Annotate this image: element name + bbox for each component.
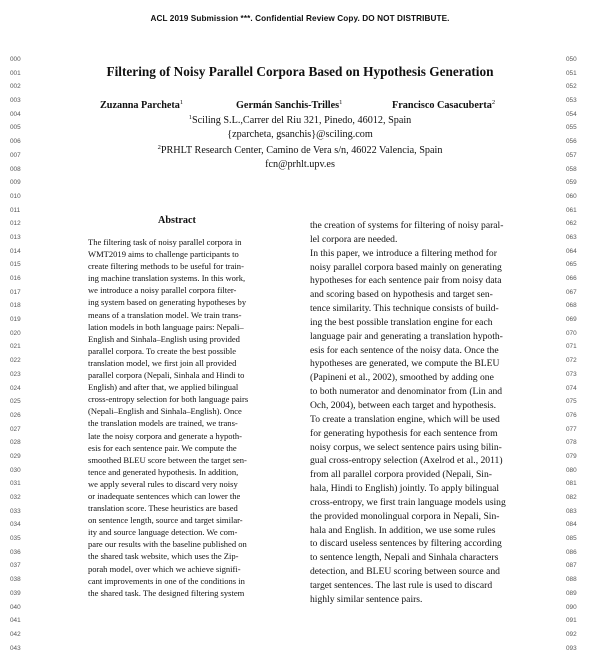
line-number: 060: [566, 192, 577, 200]
line-number: 090: [566, 603, 577, 611]
body-line: to discard useless sentences by filtering according: [310, 538, 502, 550]
line-number: 064: [566, 247, 577, 255]
line-number: 036: [10, 548, 21, 556]
affiliation-1-email: {zparcheta, gsanchis}@sciling.com: [227, 129, 373, 140]
abstract-line: we introduce a noisy parallel corpora filter-: [88, 285, 237, 296]
line-number: 018: [10, 302, 21, 310]
line-number: 008: [10, 165, 21, 173]
line-number: 077: [566, 425, 577, 433]
line-number: 078: [566, 439, 577, 447]
line-number: 061: [566, 206, 577, 214]
body-line: to both numerator and denominator from (Lin and: [310, 386, 503, 398]
author-3: [392, 99, 495, 111]
line-number: 019: [10, 316, 21, 324]
body-line: To create a translation engine, which will be used: [310, 413, 500, 425]
abstract-line: parallel corpora (Nepali, Sinhala and Hindi to: [88, 370, 245, 381]
line-number: 093: [566, 644, 577, 652]
line-number: 006: [10, 138, 21, 146]
line-number: 082: [566, 494, 577, 501]
line-number: 085: [566, 535, 577, 543]
abstract-line: the shared task. The designed filtering system: [88, 587, 245, 598]
line-number: 071: [566, 343, 577, 351]
abstract-line: cross-entropy selection for both language pairs: [88, 394, 249, 405]
body-line: hala, Hindi to English) jointly. To apply bilingual: [310, 483, 500, 495]
line-number: 003: [10, 97, 21, 105]
line-number: 007: [10, 151, 21, 159]
body-line: and scoring based on hypothesis and target sen-: [310, 289, 493, 301]
line-number: 041: [10, 617, 21, 625]
line-number: 040: [10, 603, 21, 611]
line-number: 086: [566, 548, 577, 556]
body-line: hypotheses are generated, we compute the BLEU: [310, 358, 500, 370]
author-name: Zuzanna Parcheta: [100, 100, 180, 111]
line-number: 072: [566, 357, 577, 365]
body-line: cross-entropy, we first train language models using: [310, 496, 506, 508]
left-line-numbers: [10, 53, 40, 655]
line-number: 092: [566, 630, 577, 638]
line-number: 042: [10, 630, 21, 638]
line-number: 031: [10, 480, 21, 488]
body-line: for generating hypothesis for each sentence from: [310, 427, 498, 439]
line-number: 023: [10, 370, 21, 378]
line-number: 053: [566, 97, 577, 105]
affiliation-2: [60, 144, 540, 156]
author-mark: 2: [491, 99, 496, 106]
line-number: 084: [566, 521, 577, 529]
line-number: 063: [566, 233, 577, 241]
abstract-line: we apply several rules to discard very noisy: [88, 478, 238, 489]
line-number: 033: [10, 507, 21, 515]
line-number: 014: [10, 247, 21, 255]
abstract-line: on sentence length, source and target similar-: [88, 515, 243, 526]
abstract-heading: Abstract: [158, 215, 196, 226]
line-number: 073: [566, 370, 577, 378]
abstract-line: WMT2019 aims to challenge participants to: [88, 249, 239, 260]
line-number: 030: [10, 466, 21, 474]
body-line: the provided monolingual corpora in Nepali, Sin-: [310, 510, 500, 522]
line-number: 076: [566, 411, 577, 419]
line-number: 079: [566, 452, 577, 460]
line-number: 001: [10, 69, 21, 77]
affiliation-2-email: fcn@prhlt.upv.es: [265, 159, 335, 170]
abstract-line: ity and source language detection. We com-: [88, 527, 238, 538]
line-number: 080: [566, 466, 577, 474]
abstract-line: English) and after that, we applied bilingual: [88, 382, 239, 393]
affiliation-text: Sciling S.L.,Carrer del Riu 321, Pinedo, 46012, Spain: [191, 115, 412, 126]
line-number: 002: [10, 83, 21, 91]
affiliation-1: [60, 114, 540, 126]
line-number: 000: [10, 56, 21, 63]
abstract-line: create filtering methods to be useful for train-: [88, 261, 244, 272]
body-line: the creation of systems for filtering of noisy paral-: [310, 220, 504, 231]
line-number: 024: [10, 384, 21, 392]
line-number: 016: [10, 275, 21, 282]
line-number: 083: [566, 507, 577, 515]
abstract-line: ing machine translation systems. In this work,: [88, 273, 246, 284]
abstract-line: translation model, we first join all provided: [88, 357, 237, 368]
paper-title: Filtering of Noisy Parallel Corpora Based on Hypothesis Generation: [106, 64, 494, 79]
author-mark: 1: [339, 99, 343, 106]
abstract-line: means of a translation model. We train trans-: [88, 309, 242, 320]
line-number: 034: [10, 521, 21, 529]
abstract-line: translation score. These heuristics are based: [88, 503, 238, 514]
abstract-line: the translation models are trained, we trans-: [88, 418, 238, 429]
body-line: target sentences. The last rule is used to discard: [310, 579, 493, 591]
right-line-numbers: [566, 53, 596, 655]
line-number: 035: [10, 535, 21, 543]
line-number: 074: [566, 384, 577, 392]
body-line: (Papineni et al., 2002), smoothed by adding one: [310, 372, 494, 384]
line-number: 081: [566, 480, 577, 488]
abstract-line: lation models in both language pairs: Nepali–: [88, 321, 244, 332]
abstract-line: The filtering task of noisy parallel corpora in: [88, 237, 242, 247]
body-line: from all parallel corpora provided (Nepali, Sin-: [310, 469, 492, 481]
line-number: 043: [10, 644, 21, 652]
line-number: 039: [10, 589, 21, 597]
line-number: 075: [566, 398, 577, 406]
author-mark: 1: [179, 99, 184, 106]
line-number: 057: [566, 151, 577, 159]
line-number: 010: [10, 192, 21, 200]
abstract-line: porah model, over which we achieve signifi-: [88, 563, 241, 574]
abstract-line: ing system based on generating hypotheses by: [88, 297, 247, 308]
line-number: 012: [10, 220, 21, 228]
body-line: highly similar sentence pairs.: [310, 593, 423, 605]
line-number: 032: [10, 494, 21, 501]
line-number: 025: [10, 398, 21, 406]
line-number: 051: [566, 69, 577, 77]
body-line: ing the best possible translation engine for each: [310, 316, 493, 328]
line-number: 089: [566, 589, 577, 597]
line-number: 068: [566, 302, 577, 310]
line-number: 005: [10, 124, 21, 132]
affiliation-mark: 1: [188, 114, 192, 121]
line-number: 069: [566, 316, 577, 324]
line-number: 029: [10, 452, 21, 460]
body-line: noisy corpus, we select sentence pairs using bilin-: [310, 441, 502, 453]
line-number: 009: [10, 179, 21, 187]
affiliation-mark: 2: [157, 144, 161, 151]
line-number: 022: [10, 357, 21, 365]
line-number: 026: [10, 411, 21, 419]
abstract-line: tence and generated hypothesis. In addition,: [88, 466, 239, 477]
line-number: 062: [566, 220, 577, 228]
body-line: to sentence length, Nepali and Sinhala characters: [310, 552, 499, 564]
abstract-line: the shared task website, which uses the Zip-: [88, 551, 239, 562]
line-number: 020: [10, 329, 21, 337]
author-1: [100, 99, 183, 111]
line-number: 052: [566, 83, 577, 91]
line-number: 004: [10, 110, 21, 118]
line-number: 028: [10, 439, 21, 447]
line-number: 037: [10, 562, 21, 570]
body-line: noisy parallel corpora based mainly on generating: [310, 261, 502, 273]
line-number: 038: [10, 576, 21, 584]
affiliation-text: PRHLT Research Center, Camino de Vera s/n, 46022 Valencia, Spain: [160, 145, 443, 156]
line-number: 056: [566, 138, 577, 146]
abstract-line: esis for each sentence pair. We compute the: [88, 442, 237, 453]
introduction-body: [310, 219, 556, 607]
line-number: 070: [566, 329, 577, 337]
line-number: 091: [566, 617, 577, 625]
author-name: Francisco Casacuberta: [392, 100, 492, 111]
body-line: esis for each sentence of the noisy data. Once the: [310, 344, 499, 356]
line-number: 017: [10, 288, 21, 296]
line-number: 088: [566, 576, 577, 584]
line-number: 015: [10, 261, 21, 269]
line-number: 087: [566, 562, 577, 570]
line-number: 050: [566, 56, 577, 63]
abstract-line: parallel corpora. To create the best possible: [88, 345, 237, 356]
body-line: hala and English. In addition, we use some rules: [310, 524, 496, 536]
body-line: language pair and generating a translation hypoth-: [310, 330, 503, 342]
line-number: 011: [10, 206, 21, 214]
body-line: gual cross-entropy selection (Axelrod et al., 2011): [310, 455, 503, 467]
abstract-line: (Nepali–English and Sinhala–English). Once: [88, 406, 242, 417]
line-number: 065: [566, 261, 577, 269]
body-line: tence similarity. This technique consists of build-: [310, 303, 499, 315]
abstract-line: cant improvements in one of the conditions in: [88, 575, 245, 586]
body-line: detection, and BLEU scoring between source and: [310, 566, 500, 578]
line-number: 021: [10, 343, 21, 351]
line-number: 058: [566, 165, 577, 173]
line-number: 054: [566, 110, 577, 118]
review-banner: ACL 2019 Submission ***. Confidential Review Copy. DO NOT DISTRIBUTE.: [150, 14, 450, 23]
line-number: 067: [566, 288, 577, 296]
line-number: 059: [566, 179, 577, 187]
body-line: lel corpora are needed.: [310, 233, 398, 245]
abstract-body: [88, 236, 278, 599]
line-number: 066: [566, 275, 577, 282]
author-name: Germán Sanchis-Trilles: [236, 100, 340, 111]
abstract-line: English and Sinhala–English using provided: [88, 333, 240, 344]
line-number: 055: [566, 124, 577, 132]
line-number: 027: [10, 425, 21, 433]
body-line: In this paper, we introduce a filtering method for: [310, 247, 497, 259]
abstract-line: late the noisy corpora and generate a hypoth-: [88, 430, 243, 441]
author-2: [236, 99, 342, 111]
abstract-line: smoothed BLEU score between the target sen-: [88, 454, 247, 465]
abstract-line: pare our results with the baseline published on: [88, 539, 247, 550]
abstract-line: or inadequate sentences which can lower the: [88, 490, 241, 501]
body-line: Och, 2004), between each target and hypothesis.: [310, 399, 497, 411]
line-number: 013: [10, 233, 21, 241]
body-line: hypotheses for each sentence pair from noisy data: [310, 275, 502, 287]
